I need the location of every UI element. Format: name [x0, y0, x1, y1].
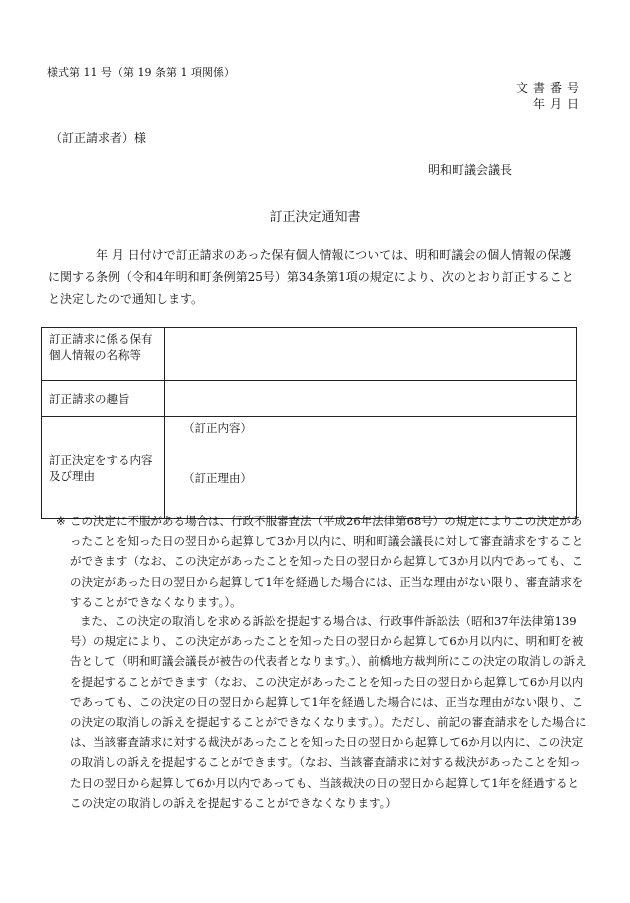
- body-paragraph: 年 月 日付けで訂正請求のあった保有個人情報については、明和町議会の個人情報の保護に関する条例（令和4年明和町条例第25号）第34条第1項の規定により、次のとおり訂正することと決定したので通知します。: [48, 248, 574, 306]
- request-purpose-value: [165, 381, 577, 417]
- decision-table: [41, 327, 577, 519]
- table-row: [42, 381, 577, 417]
- appeal-note-text: この決定に不服がある場合は、行政不服審査法（平成26年法律第68号）の規定によりこの決定があったことを知った日の翌日から起算して3か月以内に、明和町議会議長に対して審査請求をすることができます（なお、この決定があったことを知った日の翌日から起算して3か月以内であっても、この決定があった日の翌日から起算して1年を経過した場合には、正当な理由がない限り、審査請求をすることができなくなります。）。: [70, 514, 584, 609]
- sender: 明和町議会議長: [428, 163, 513, 177]
- request-purpose-label: 訂正請求の趣旨: [42, 381, 165, 417]
- addressee: （訂正請求者）様: [50, 131, 147, 145]
- table-row: [42, 417, 577, 519]
- note-mark: ※: [56, 514, 66, 528]
- document-number-label: 文書番号: [515, 81, 584, 95]
- request-target-value: [165, 328, 577, 381]
- request-target-label: 訂正請求に係る保有個人情報の名称等: [42, 328, 165, 381]
- date-label: 年月日: [532, 97, 584, 111]
- appeal-note: [56, 511, 587, 612]
- decision-content-value: [165, 417, 577, 519]
- lawsuit-note: また、この決定の取消しを求める訴訟を提起する場合は、行政事件訴訟法（昭和37年法律第139号）の規定により、この決定があったことを知った日の翌日から起算して6か月以内に、明和町を被告として（明和町議会議長が被告の代表者となります。）、前橋地方裁判所にこの決定の取消しの訴えを提起することができます（なお、この決定があったことを知った日の翌日から起算して6か月以内であっても、この決定の日の翌日から起算して1年を経過した場合には、正当な理由がない限り、この決定の取消しの訴えを提起することができなくなります。）。ただし、前記の審査請求をした場合には、当該審査請求に対する裁決があったことを知った日の翌日から起算して6か月以内に、この決定の取消しの訴えを提起することができます。（なお、当該審査請求に対する裁決があったことを知った日の翌日から起算して6か月以内であっても、当該裁決の日の翌日から起算して1年を経過するとこの決定の取消しの訴えを提起することができなくなります。）: [70, 614, 587, 810]
- table-row: [42, 328, 577, 381]
- page-title: 訂正決定通知書: [269, 210, 361, 225]
- correction-reason-label: （訂正理由）: [183, 471, 252, 485]
- form-number: 様式第 11 号（第 19 条第 1 項関係）: [47, 66, 235, 79]
- correction-contents-label: （訂正内容）: [183, 421, 252, 435]
- document-meta: [515, 80, 584, 112]
- decision-content-label: 訂正決定をする内容及び理由: [42, 417, 165, 519]
